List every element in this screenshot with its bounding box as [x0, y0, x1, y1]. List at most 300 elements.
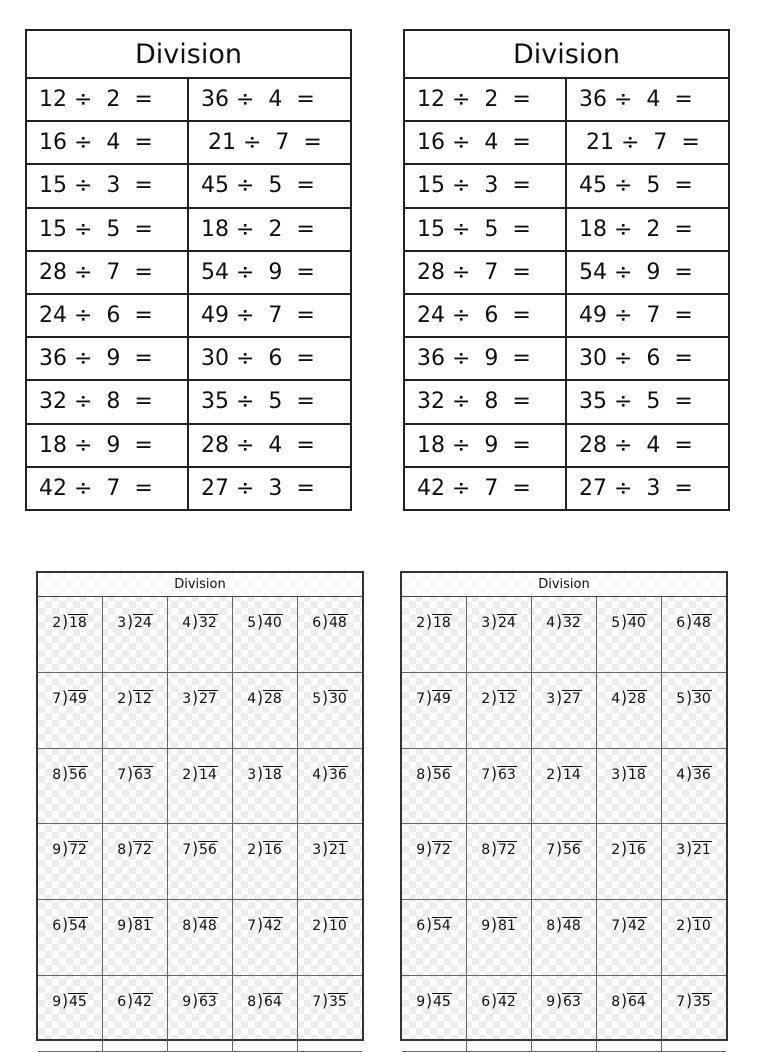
divisor: 7: [52, 690, 62, 707]
dividend: 18: [263, 766, 282, 783]
divisor: 3: [312, 842, 322, 859]
divisor: 5: [247, 615, 257, 631]
dividend: 16: [263, 842, 282, 859]
long-division-problem: [662, 916, 726, 935]
long-division-cell: [168, 824, 233, 900]
division-bracket-icon: ): [62, 991, 68, 1011]
divisor: 2: [182, 766, 192, 783]
division-bracket-icon: ): [192, 839, 198, 860]
problem-row: [405, 209, 728, 252]
dividend: 27: [562, 690, 581, 707]
division-bracket-icon: ): [127, 915, 133, 936]
dividend: 42: [133, 993, 152, 1010]
division-problem: 54 ÷ 9 =: [579, 259, 693, 285]
division-bracket-icon: ): [426, 763, 432, 784]
long-division-problem: [168, 765, 232, 784]
long-division-cell: [467, 900, 532, 976]
table-title: Division: [27, 31, 350, 79]
long-division-cell: [168, 597, 233, 673]
divisor: 5: [676, 690, 686, 707]
long-division-problem: [402, 765, 466, 784]
divisor: 2: [416, 615, 426, 631]
division-bracket-icon: ): [426, 687, 432, 708]
division-problem: 12 ÷ 2 =: [27, 79, 189, 120]
division-bracket-icon: ): [426, 839, 432, 860]
division-bracket-icon: ): [192, 763, 198, 784]
division-problem: 18 ÷ 9 =: [27, 425, 189, 466]
problem-row: [405, 252, 728, 295]
division-problem: 35 ÷ 5 =: [201, 389, 315, 415]
dividend: 12: [133, 690, 152, 707]
long-division-cell: [103, 749, 168, 825]
divisor: 6: [481, 993, 491, 1010]
long-division-problem: [467, 689, 531, 708]
division-bracket-icon: ): [491, 763, 497, 784]
division-bracket-icon: ): [322, 687, 328, 708]
division-problem: 36 ÷ 4 =: [201, 87, 315, 112]
division-bracket-icon: ): [621, 839, 627, 860]
division-bracket-icon: ): [192, 991, 198, 1011]
long-division-cell: [467, 976, 532, 1052]
long-division-problem: [662, 613, 726, 632]
long-division-problem: [298, 613, 362, 632]
long-division-problem: [402, 840, 466, 859]
dividend: 27: [198, 690, 217, 707]
long-division-cell: [597, 900, 662, 976]
long-division-problem: [402, 992, 466, 1011]
long-division-problem: [467, 916, 531, 935]
problem-row: [27, 425, 350, 468]
divisor: 8: [117, 842, 127, 859]
divisor: 9: [416, 993, 426, 1010]
grid-row: [38, 824, 362, 900]
long-division-cell: [298, 976, 362, 1052]
long-division-problem: [532, 689, 596, 708]
division-bracket-icon: ): [257, 687, 263, 708]
long-division-problem: [233, 765, 297, 784]
dividend: 21: [328, 842, 347, 859]
division-bracket-icon: ): [491, 612, 497, 632]
long-division-problem: [532, 992, 596, 1011]
division-problem: 21 ÷ 7 =: [201, 130, 322, 156]
division-problem: 54 ÷ 9 =: [201, 259, 315, 285]
long-division-problem: [467, 613, 531, 632]
long-division-cell: [402, 976, 467, 1052]
division-problem: 18 ÷ 2 =: [201, 216, 315, 242]
grid-row: [402, 900, 726, 976]
divisor: 8: [182, 918, 192, 935]
divisor: 9: [52, 842, 62, 859]
long-division-cell: [298, 824, 362, 900]
division-bracket-icon: ): [491, 915, 497, 936]
long-division-cell: [402, 749, 467, 825]
division-bracket-icon: ): [491, 687, 497, 708]
dividend: 14: [198, 766, 217, 783]
problem-row: [27, 79, 350, 122]
long-division-problem: [233, 916, 297, 935]
divisor: 6: [52, 918, 62, 935]
division-table-right: [403, 29, 730, 511]
divisor: 7: [481, 766, 491, 783]
division-bracket-icon: ): [686, 839, 692, 860]
divisor: 6: [312, 615, 322, 631]
division-bracket-icon: ): [192, 915, 198, 936]
division-problem: 15 ÷ 5 =: [405, 209, 567, 250]
long-division-cell: [233, 976, 298, 1052]
grid-row: [402, 749, 726, 825]
long-division-cell: [532, 900, 597, 976]
divisor: 7: [546, 842, 556, 859]
dividend: 63: [562, 993, 581, 1010]
dividend: 42: [263, 918, 282, 935]
division-bracket-icon: ): [257, 763, 263, 784]
dividend: 18: [627, 766, 646, 783]
divisor: 4: [611, 690, 621, 707]
division-bracket-icon: ): [257, 839, 263, 860]
long-division-problem: [298, 992, 362, 1011]
dividend: 40: [263, 615, 282, 631]
long-division-cell: [103, 900, 168, 976]
problem-row: [27, 468, 350, 511]
division-bracket-icon: ): [686, 612, 692, 632]
division-bracket-icon: ): [192, 612, 198, 632]
division-table-left: [25, 29, 352, 511]
division-bracket-icon: ): [192, 687, 198, 708]
problem-row: [405, 338, 728, 381]
dividend: 45: [68, 993, 87, 1010]
dividend: 40: [627, 615, 646, 631]
divisor: 9: [481, 918, 491, 935]
divisor: 2: [117, 690, 127, 707]
dividend: 72: [133, 842, 152, 859]
divisor: 4: [546, 615, 556, 631]
grid-row: [38, 749, 362, 825]
long-division-cell: [467, 597, 532, 673]
division-problem: 21 ÷ 7 =: [579, 130, 700, 156]
divisor: 4: [676, 766, 686, 783]
long-division-cell: [233, 824, 298, 900]
division-problem: 12 ÷ 2 =: [405, 79, 567, 120]
division-bracket-icon: ): [426, 612, 432, 632]
long-division-cell: [38, 597, 103, 673]
long-division-problem: [662, 840, 726, 859]
dividend: 24: [133, 615, 152, 631]
dividend: 14: [562, 766, 581, 783]
division-bracket-icon: ): [322, 612, 328, 632]
division-bracket-icon: ): [686, 687, 692, 708]
dividend: 48: [198, 918, 217, 935]
dividend: 30: [328, 690, 347, 707]
division-problem: 15 ÷ 5 =: [27, 209, 189, 250]
division-bracket-icon: ): [127, 687, 133, 708]
grid-row: [38, 597, 362, 673]
long-division-cell: [662, 900, 726, 976]
long-division-cell: [298, 597, 362, 673]
long-division-problem: [168, 613, 232, 632]
dividend: 49: [68, 690, 87, 707]
divisor: 9: [182, 993, 192, 1010]
dividend: 12: [497, 690, 516, 707]
divisor: 7: [182, 842, 192, 859]
dividend: 32: [562, 615, 581, 631]
long-division-problem: [103, 840, 167, 859]
long-division-problem: [597, 765, 661, 784]
division-problem: 30 ÷ 6 =: [201, 346, 315, 372]
long-division-problem: [402, 916, 466, 935]
divisor: 3: [247, 766, 257, 783]
long-division-cell: [532, 749, 597, 825]
division-bracket-icon: ): [621, 612, 627, 632]
division-bracket-icon: ): [127, 991, 133, 1011]
dividend: 10: [692, 918, 711, 935]
divisor: 9: [416, 842, 426, 859]
divisor: 2: [247, 842, 257, 859]
divisor: 3: [481, 615, 491, 631]
divisor: 2: [611, 842, 621, 859]
division-problem: 45 ÷ 5 =: [579, 173, 693, 199]
dividend: 48: [692, 615, 711, 631]
long-division-grid-left: [36, 571, 364, 1041]
long-division-problem: [103, 613, 167, 632]
long-division-problem: [103, 916, 167, 935]
division-problem: 42 ÷ 7 =: [27, 468, 189, 511]
dividend: 36: [692, 766, 711, 783]
division-bracket-icon: ): [621, 991, 627, 1011]
division-bracket-icon: ): [621, 687, 627, 708]
division-problem: 28 ÷ 7 =: [405, 252, 567, 293]
dividend: 54: [68, 918, 87, 935]
long-division-cell: [662, 673, 726, 749]
long-division-problem: [597, 840, 661, 859]
division-bracket-icon: ): [556, 687, 562, 708]
divisor: 9: [52, 993, 62, 1010]
long-division-problem: [532, 765, 596, 784]
long-division-cell: [662, 976, 726, 1052]
dividend: 81: [133, 918, 152, 935]
problem-row: [405, 381, 728, 424]
divisor: 6: [117, 993, 127, 1010]
long-division-problem: [38, 840, 102, 859]
long-division-problem: [233, 840, 297, 859]
dividend: 30: [692, 690, 711, 707]
dividend: 63: [497, 766, 516, 783]
divisor: 7: [247, 918, 257, 935]
table-title: Division: [405, 31, 728, 79]
divisor: 8: [52, 766, 62, 783]
grid-title: Division: [402, 573, 726, 597]
division-bracket-icon: ): [621, 763, 627, 784]
division-bracket-icon: ): [322, 991, 328, 1011]
problem-row: [405, 468, 728, 511]
dividend: 35: [692, 993, 711, 1010]
problem-row: [27, 295, 350, 338]
long-division-cell: [38, 900, 103, 976]
grid-row: [402, 824, 726, 900]
long-division-cell: [402, 673, 467, 749]
dividend: 42: [497, 993, 516, 1010]
table-rows: [27, 79, 350, 511]
division-bracket-icon: ): [62, 763, 68, 784]
divisor: 8: [247, 993, 257, 1010]
divisor: 3: [611, 766, 621, 783]
divisor: 8: [611, 993, 621, 1010]
divisor: 7: [611, 918, 621, 935]
divisor: 5: [312, 690, 322, 707]
problem-row: [405, 295, 728, 338]
division-bracket-icon: ): [556, 991, 562, 1011]
division-problem: 49 ÷ 7 =: [579, 302, 693, 328]
dividend: 54: [432, 918, 451, 935]
dividend: 81: [497, 918, 516, 935]
long-division-cell: [38, 824, 103, 900]
long-division-cell: [662, 749, 726, 825]
long-division-problem: [597, 689, 661, 708]
division-bracket-icon: ): [426, 915, 432, 936]
dividend: 56: [562, 842, 581, 859]
grid-rows: [38, 597, 362, 1052]
long-division-cell: [168, 976, 233, 1052]
divisor: 8: [416, 766, 426, 783]
problem-row: [27, 338, 350, 381]
division-bracket-icon: ): [257, 612, 263, 632]
division-bracket-icon: ): [556, 839, 562, 860]
dividend: 18: [432, 615, 451, 631]
division-problem: 28 ÷ 4 =: [579, 432, 693, 458]
division-bracket-icon: ): [621, 915, 627, 936]
division-problem: 24 ÷ 6 =: [405, 295, 567, 336]
division-problem: 27 ÷ 3 =: [201, 475, 315, 501]
division-problem: 32 ÷ 8 =: [27, 381, 189, 422]
long-division-cell: [38, 976, 103, 1052]
long-division-problem: [597, 613, 661, 632]
divisor: 2: [546, 766, 556, 783]
problem-row: [27, 252, 350, 295]
dividend: 72: [432, 842, 451, 859]
division-bracket-icon: ): [322, 839, 328, 860]
long-division-cell: [597, 673, 662, 749]
long-division-problem: [233, 689, 297, 708]
long-division-cell: [597, 749, 662, 825]
long-division-cell: [103, 976, 168, 1052]
dividend: 72: [497, 842, 516, 859]
long-division-cell: [168, 673, 233, 749]
long-division-problem: [38, 613, 102, 632]
divisor: 6: [416, 918, 426, 935]
dividend: 63: [133, 766, 152, 783]
division-bracket-icon: ): [491, 839, 497, 860]
divisor: 2: [52, 615, 62, 631]
division-problem: 16 ÷ 4 =: [27, 122, 189, 163]
divisor: 7: [117, 766, 127, 783]
long-division-problem: [467, 992, 531, 1011]
long-division-cell: [402, 900, 467, 976]
division-bracket-icon: ): [62, 687, 68, 708]
divisor: 4: [182, 615, 192, 631]
dividend: 64: [263, 993, 282, 1010]
division-problem: 36 ÷ 9 =: [27, 338, 189, 379]
long-division-cell: [233, 597, 298, 673]
long-division-problem: [662, 689, 726, 708]
dividend: 18: [68, 615, 87, 631]
long-division-problem: [168, 992, 232, 1011]
long-division-cell: [233, 673, 298, 749]
long-division-problem: [298, 689, 362, 708]
long-division-cell: [168, 749, 233, 825]
division-problem: 30 ÷ 6 =: [579, 346, 693, 372]
grid-row: [402, 597, 726, 673]
division-bracket-icon: ): [686, 915, 692, 936]
problem-row: [405, 425, 728, 468]
problem-row: [27, 165, 350, 208]
long-division-problem: [298, 765, 362, 784]
long-division-problem: [532, 840, 596, 859]
divisor: 4: [312, 766, 322, 783]
dividend: 49: [432, 690, 451, 707]
division-problem: 32 ÷ 8 =: [405, 381, 567, 422]
long-division-cell: [467, 673, 532, 749]
long-division-problem: [38, 992, 102, 1011]
long-division-cell: [467, 749, 532, 825]
long-division-cell: [532, 673, 597, 749]
grid-row: [402, 673, 726, 749]
dividend: 35: [328, 993, 347, 1010]
division-bracket-icon: ): [127, 612, 133, 632]
long-division-cell: [597, 597, 662, 673]
division-problem: 36 ÷ 9 =: [405, 338, 567, 379]
division-bracket-icon: ): [322, 763, 328, 784]
division-problem: 28 ÷ 4 =: [201, 432, 315, 458]
division-problem: 16 ÷ 4 =: [405, 122, 567, 163]
long-division-cell: [402, 597, 467, 673]
division-bracket-icon: ): [257, 991, 263, 1011]
long-division-cell: [597, 824, 662, 900]
division-bracket-icon: ): [491, 991, 497, 1011]
divisor: 2: [312, 918, 322, 935]
grid-row: [402, 976, 726, 1052]
problem-row: [27, 381, 350, 424]
divisor: 8: [481, 842, 491, 859]
grid-rows: [402, 597, 726, 1052]
long-division-problem: [233, 992, 297, 1011]
long-division-cell: [298, 673, 362, 749]
divisor: 3: [546, 690, 556, 707]
long-division-grid-right: [400, 571, 728, 1041]
long-division-cell: [38, 673, 103, 749]
divisor: 6: [676, 615, 686, 631]
division-problem: 18 ÷ 9 =: [405, 425, 567, 466]
dividend: 28: [263, 690, 282, 707]
division-bracket-icon: ): [426, 991, 432, 1011]
long-division-cell: [233, 900, 298, 976]
long-division-problem: [103, 992, 167, 1011]
divisor: 4: [247, 690, 257, 707]
dividend: 64: [627, 993, 646, 1010]
dividend: 24: [497, 615, 516, 631]
grid-row: [38, 976, 362, 1052]
long-division-cell: [38, 749, 103, 825]
divisor: 5: [611, 615, 621, 631]
long-division-problem: [298, 840, 362, 859]
long-division-problem: [103, 689, 167, 708]
division-bracket-icon: ): [62, 839, 68, 860]
long-division-problem: [597, 992, 661, 1011]
divisor: 2: [481, 690, 491, 707]
problem-row: [27, 122, 350, 165]
long-division-problem: [467, 765, 531, 784]
division-problem: 45 ÷ 5 =: [201, 173, 315, 199]
dividend: 28: [627, 690, 646, 707]
problem-row: [405, 79, 728, 122]
